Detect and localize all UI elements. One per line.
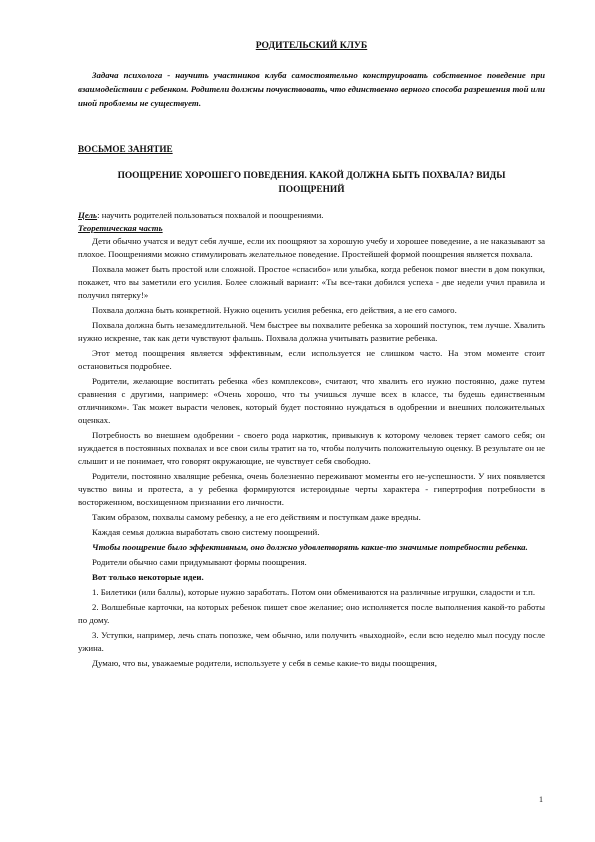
paragraph: Каждая семья должна выработать свою систему поощрений. <box>92 527 320 537</box>
paragraph: Родители, постоянно хвалящие ребенка, очень болезненно переживают моменты его не-успешности. У них появляется чувство вины и протеста, а у ребенка формируются истероидные черты характера - гипертрофия потребности в восторженном, восхищенном признании его личности. <box>78 471 545 507</box>
paragraph: Похвала может быть простой или сложной. Простое «спасибо» или улыбка, когда ребенок помог внести в дом покупки, покажет, что вы заметили его усилия. Более сложный вариант: «Ты все-таки добился успеха - две недели учил правила и получил пятерку!» <box>78 264 545 300</box>
idea-item: 2. Волшебные карточки, на которых ребенок пишет свое желание; оно исполняется после выполнения какой-то работы по дому. <box>78 602 545 625</box>
emphasis-paragraph: Чтобы поощрение было эффективным, оно должно удовлетворять какие-то значимые потребности ребенка. <box>92 542 528 552</box>
goal-text: : научить родителей пользоваться похвалой и поощрениями. <box>97 210 324 220</box>
paragraph: Дети обычно учатся и ведут себя лучше, если их поощряют за хорошую учебу и хорошее поведение, а не наказывают за плохое. Поощрениями можно стимулировать желательное поведение. Простейшей формой поощрения является похвала. <box>78 236 545 259</box>
goal-line <box>78 209 545 222</box>
intro-paragraph: Задача психолога - научить участников клуба самостоятельно конструировать собственное поведение при взаимодействии с ребенком. Родители должны почувствовать, что единственно верного способа разрешения той или иной проблемы не существует. <box>78 70 545 108</box>
document-page <box>78 40 545 672</box>
ideas-heading: Вот только некоторые идеи. <box>92 572 204 582</box>
idea-item: 3. Уступки, например, лечь спать попозже, чем обычно, или получить «выходной», если всю неделю мыл посуду после ужина. <box>78 630 545 653</box>
paragraph: Родители, желающие воспитать ребенка «без комплексов», считают, что хвалить его нужно постоянно, даже путем сравнения с другими, например: «Очень хорошо, что ты учишься лучше всех в классе, ты будешь единственным отличником». Так может вырасти человек, который будет постоянно нуждаться в одобрении и внешних положительных оценках. <box>78 376 545 425</box>
paragraph: Родители обычно сами придумывают формы поощрения. <box>92 557 307 567</box>
lesson-heading: ВОСЬМОЕ ЗАНЯТИЕ <box>78 144 173 154</box>
goal-label: Цель <box>78 210 98 220</box>
paragraph: Потребность во внешнем одобрении - своего рода наркотик, привыкнув к которому человек теряет самого себя; он нуждается в постоянных похвалах и все свои силы тратит на то, чтобы получить положительную оценку. В результате он не слышит и не понимает, что говорят окружающие, не чувствует себя свободно. <box>78 430 545 466</box>
page-number: 1 <box>539 795 543 804</box>
theory-heading: Теоретическая часть <box>78 223 163 233</box>
paragraph: Этот метод поощрения является эффективным, если используется не слишком часто. На этом моменте стоит остановиться подробнее. <box>78 348 545 371</box>
closing-paragraph: Думаю, что вы, уважаемые родители, используете у себя в семье какие-то виды поощрения, <box>92 658 437 668</box>
paragraph: Похвала должна быть конкретной. Нужно оценить усилия ребенка, его действия, а не его самого. <box>92 305 457 315</box>
idea-item: 1. Билетики (или баллы), которые нужно заработать. Потом они обмениваются на различные игрушки, сладости и т.п. <box>92 587 536 597</box>
document-title: РОДИТЕЛЬСКИЙ КЛУБ <box>255 40 368 51</box>
paragraph: Похвала должна быть незамедлительной. Чем быстрее вы похвалите ребенка за хороший поступок, тем лучше. Хвалить нужно искренне, так как дети чувствуют фальшь. Похвала должна учитывать развитие ребенка. <box>78 320 545 343</box>
paragraph: Таким образом, похвалы самому ребенку, а не его действиям и поступкам даже вредны. <box>92 512 421 522</box>
topic-heading: ПООЩРЕНИЕ ХОРОШЕГО ПОВЕДЕНИЯ. КАКОЙ ДОЛЖНА БЫТЬ ПОХВАЛА? ВИДЫ ПООЩРЕНИЙ <box>117 171 506 195</box>
